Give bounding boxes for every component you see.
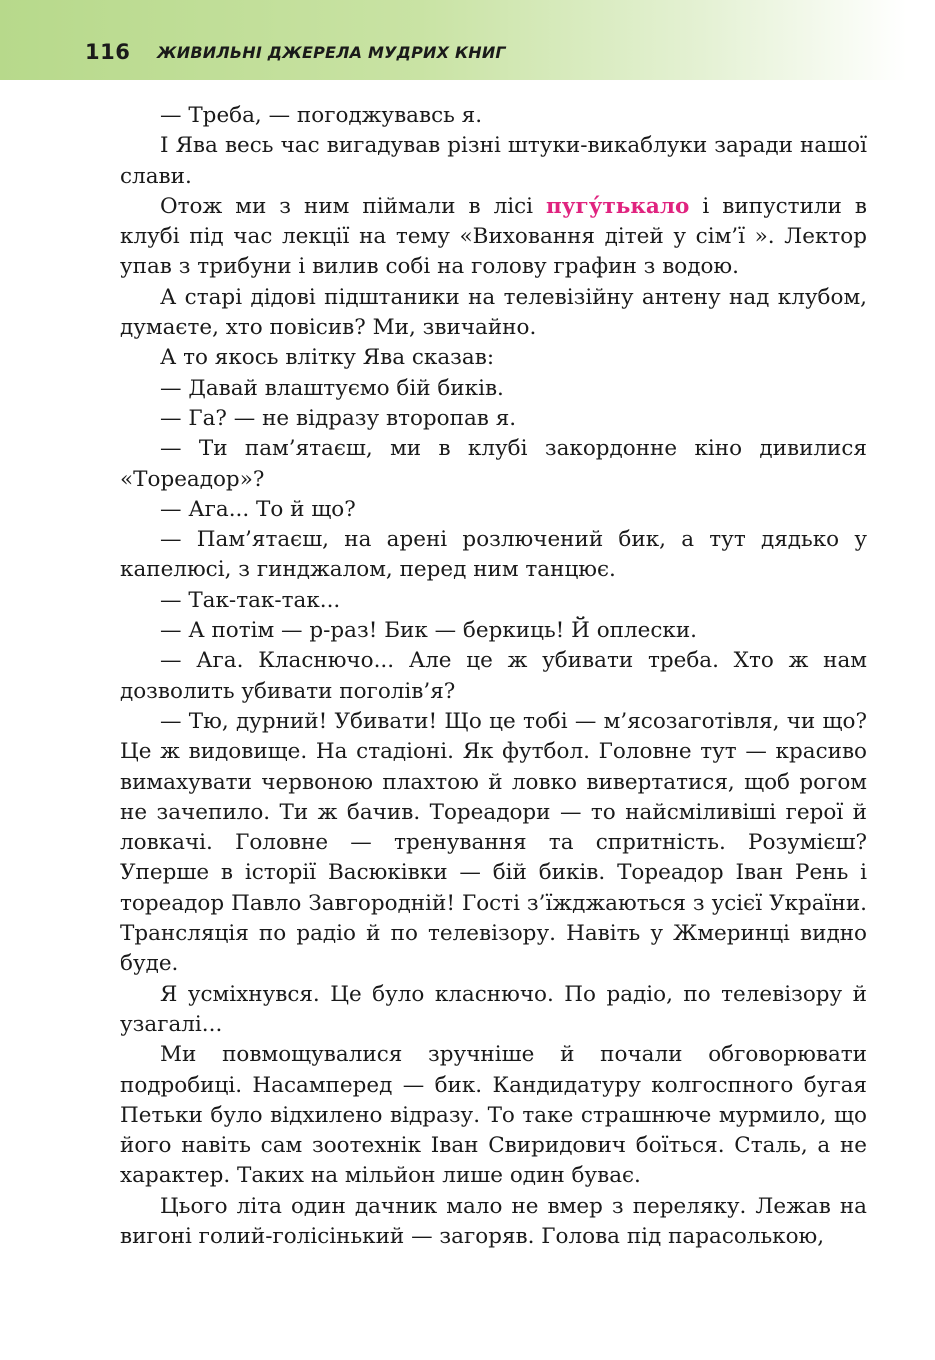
paragraph-text: і випустили в клубі під час лекції на тему «Виховання дітей у сім’ї ». Лектор упав з трибуни і вилив собі на голову графин з водою. <box>120 193 867 280</box>
page-number: 116 <box>85 40 131 64</box>
paragraph: — Ти пам’ятаєш, ми в клубі закордонне кіно дивилися «Тореадор»? <box>120 436 867 492</box>
paragraph-text: Отож ми з ним піймали в лісі <box>160 193 547 219</box>
paragraph: І Ява весь час вигадував різні штуки-викаблуки заради нашої слави. <box>120 133 867 189</box>
paragraph: Ми повмощувалися зручніше й почали обговорювати подробиці. Насамперед — бик. Кандидатуру колгоспного бугая Петьки було відхилено відразу. То таке страшнюче мурмило, що його навіть сам зоотехнік Іван Свиридович боїться. Сталь, а не характер. Таких на мільйон лише один буває. <box>120 1042 867 1189</box>
running-title: ЖИВИЛЬНІ ДЖЕРЕЛА МУДРИХ КНИГ <box>157 43 506 62</box>
paragraph: А то якось влітку Ява сказав: <box>160 345 495 371</box>
paragraph: Цього літа один дачник мало не вмер з переляку. Лежав на вигоні голий-голісінький — загоряв. Голова під парасолькою, <box>120 1193 867 1249</box>
paragraph: — Га? — не відразу второпав я. <box>160 405 517 431</box>
paragraph: — Тю, дурний! Убивати! Що це тобі — м’ясозаготівля, чи що? Це ж видовище. На стадіоні. Як футбол. Головне тут — красиво вимахувати червоною плахтою й ловко вивертатися, щоб рогом не зачепило. Ти ж бачив. Тореадори — то найсміливіші герої й ловкачі. Головне — тренування та спритність. Розумієш? Уперше в історії Васюківки — бій биків. Тореадор Іван Рень і тореадор Павло Завгородній! Гості з’їжджаються з усієї України. Трансляція по радіо й по телевізору. Навіть у Жмеринці видно буде. <box>120 708 867 977</box>
paragraph: — А потім — р-раз! Бик — беркиць! Й оплески. <box>160 618 698 644</box>
paragraph: — Давай влаштуємо бій биків. <box>160 375 504 401</box>
paragraph <box>120 192 867 283</box>
paragraph: — Пам’ятаєш, на арені розлючений бик, а тут дядько у капелюсі, з гинджалом, перед ним танцює. <box>120 527 867 583</box>
paragraph: — Треба, — погоджувавсь я. <box>160 103 483 128</box>
paragraph: — Ага. Класнючо... Але це ж убивати треба. Хто ж нам дозволить убивати поголів’я? <box>120 648 867 704</box>
paragraph: А старі дідові підштаники на телевізійну антену над клубом, думаєте, хто повісив? Ми, звичайно. <box>120 284 867 341</box>
paragraph: — Ага... То й що? <box>160 496 356 522</box>
page-header-band <box>0 0 935 80</box>
paragraph: — Так-так-так... <box>160 587 341 613</box>
paragraph: Я усміхнувся. Це було класнючо. По радіо, по телевізору й узагалі... <box>120 981 867 1037</box>
body-text <box>120 101 867 1252</box>
highlighted-word: пугу́тькало <box>546 193 690 219</box>
